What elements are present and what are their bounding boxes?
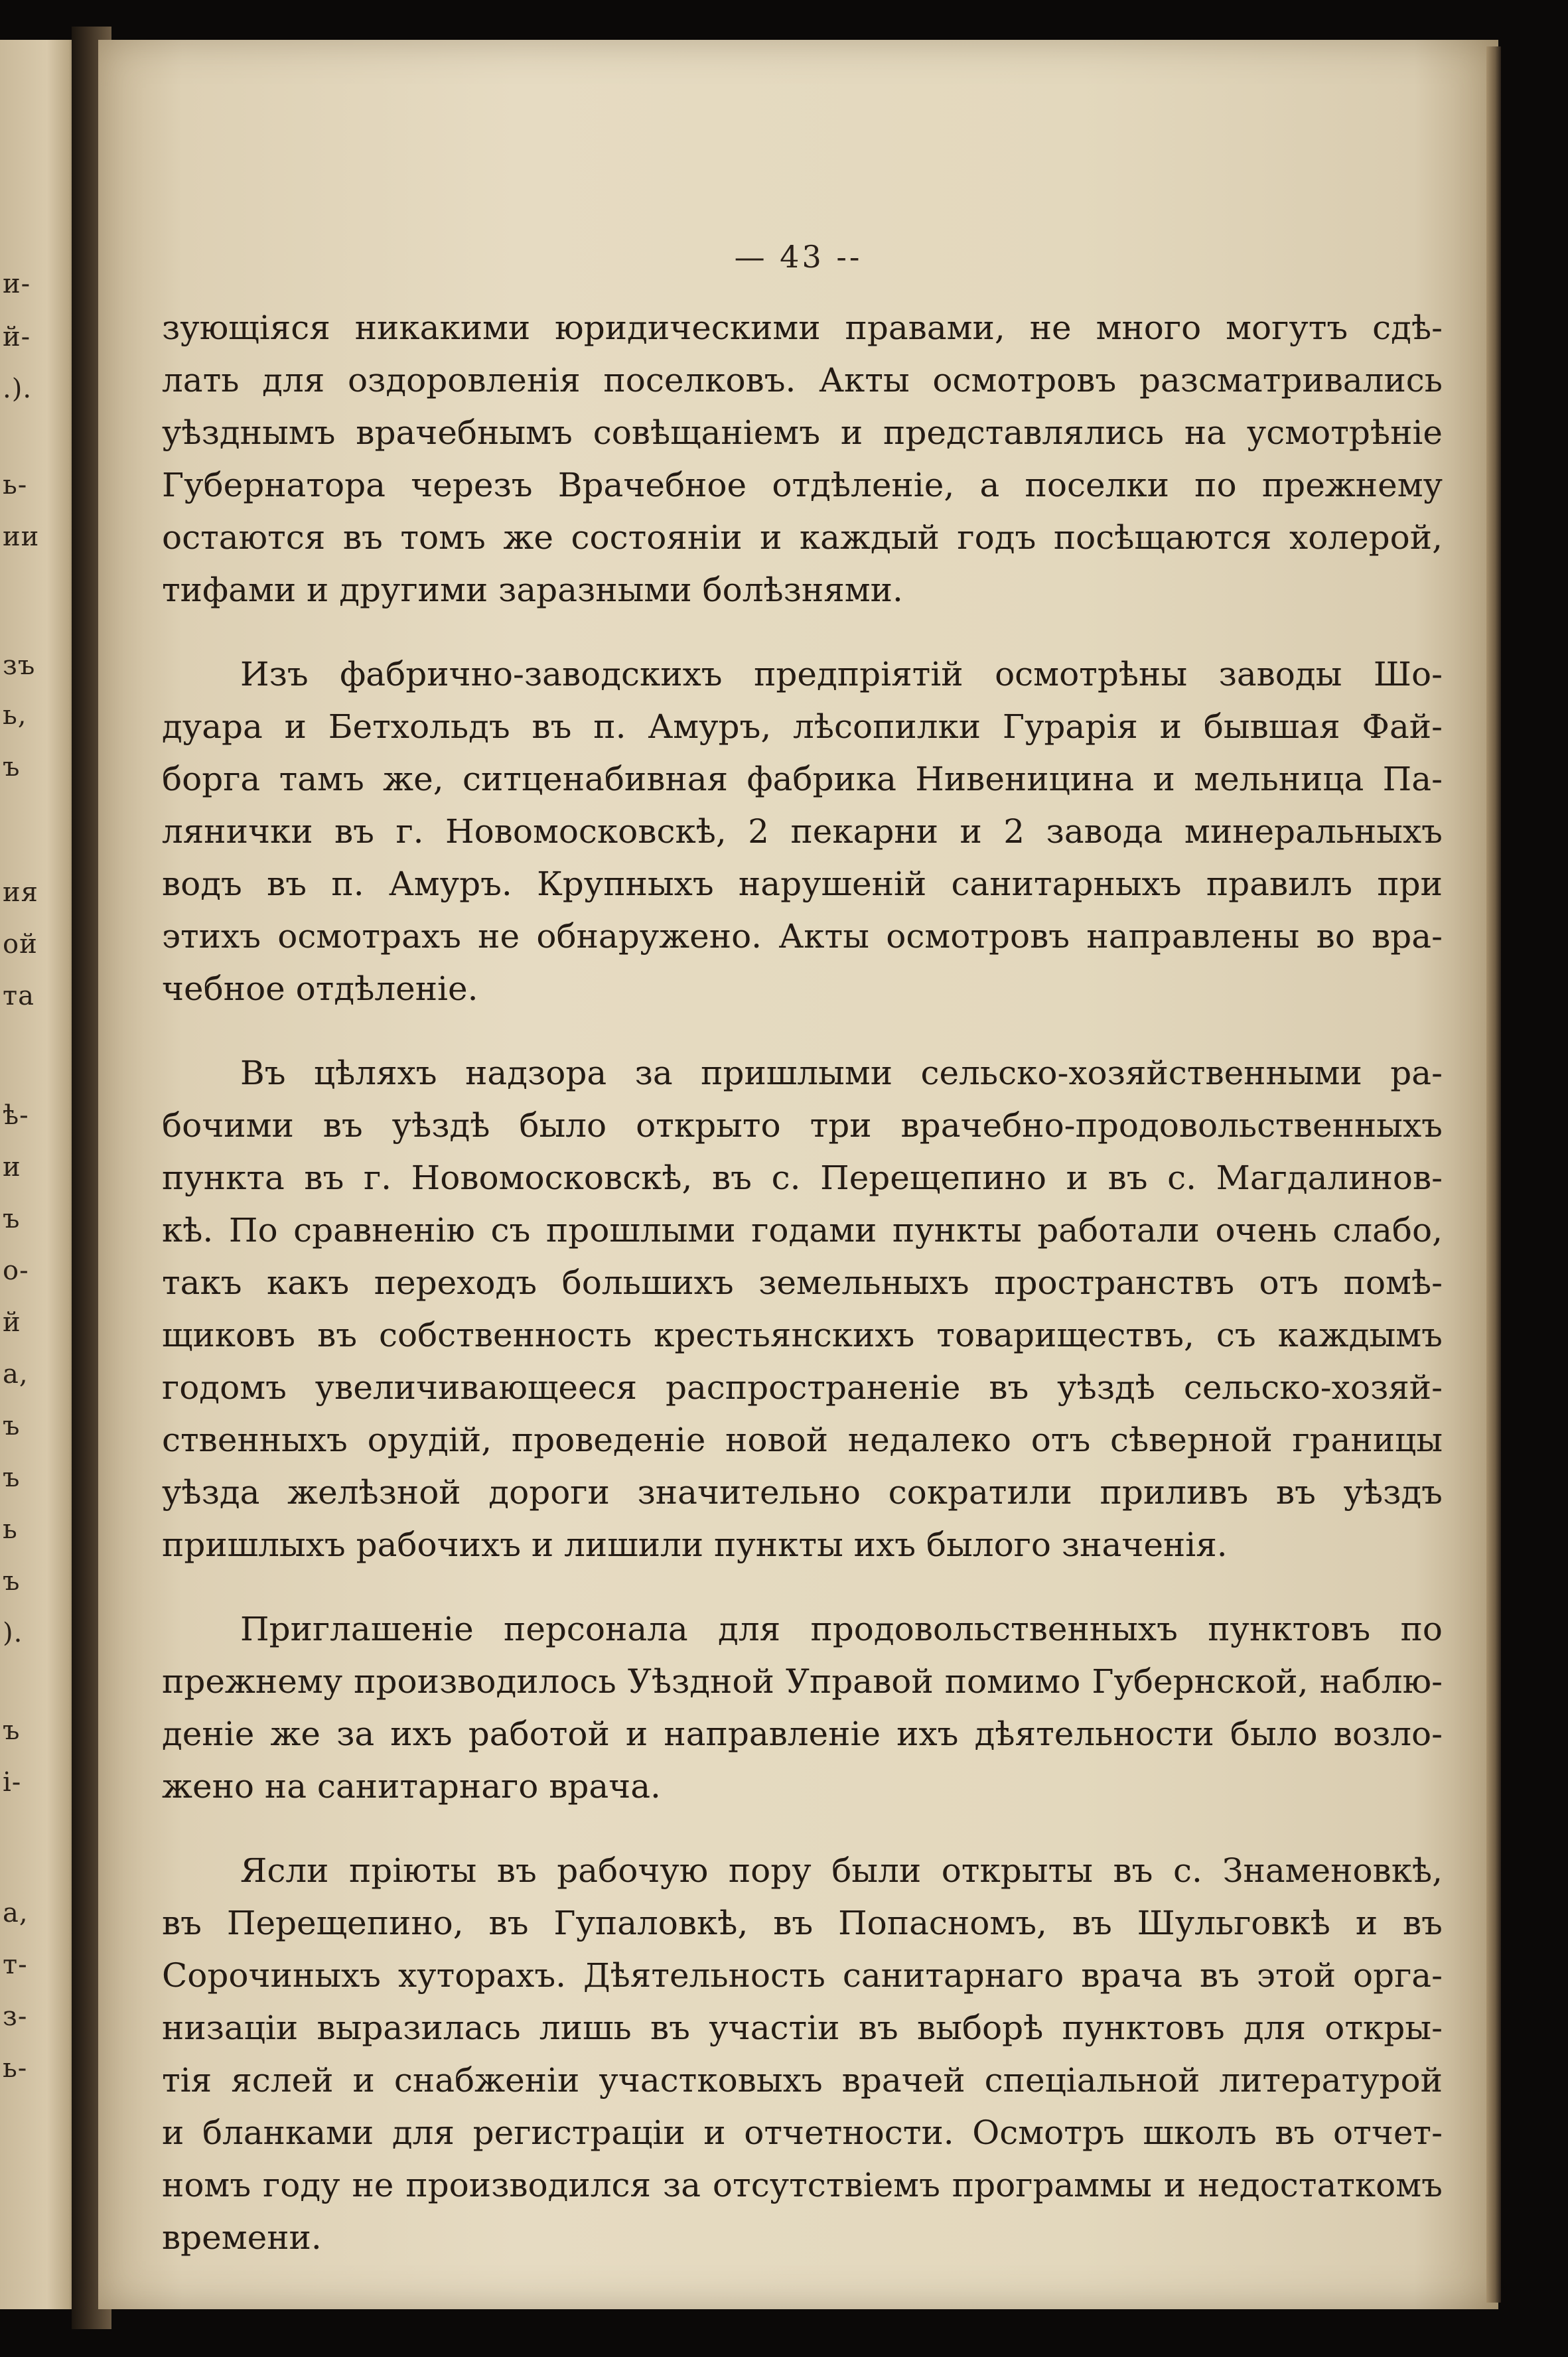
text-line: Изъ фабрично-заводскихъ предпріятій осмотрѣны заводы Шо- [240,655,1443,693]
left-page-fragment: ). [3,1618,23,1648]
left-page-fragment: ъ [3,1204,21,1234]
left-page-fragment: т- [3,1950,28,1980]
left-page-fragment: ъ [3,1566,21,1597]
left-page-fragment: и [3,1152,21,1182]
left-page-fragment: о- [3,1255,29,1286]
text-line: этихъ осмотрахъ не обнаружено. Акты осмотровъ направлены во вра- [162,917,1443,956]
text-line: такъ какъ переходъ большихъ земельныхъ пространствъ отъ помѣ- [162,1263,1443,1302]
text-line: борга тамъ же, ситценабивная фабрика Нивеницина и мельница Па- [162,760,1443,798]
text-line: лянички въ г. Новомосковскѣ, 2 пекарни и 2 завода минеральныхъ [162,812,1443,851]
left-page-fragment: ия [3,877,38,908]
left-page-fragment: і- [3,1767,22,1798]
text-line: пришлыхъ рабочихъ и лишили пункты ихъ былого значенія. [162,1526,1228,1564]
text-line: ственныхъ орудій, проведеніе новой недалеко отъ сѣверной границы [162,1421,1443,1459]
text-line: щиковъ въ собственность крестьянскихъ товариществъ, съ каждымъ [162,1316,1443,1354]
text-line: кѣ. По сравненію съ прошлыми годами пункты работали очень слабо, [162,1211,1443,1250]
text-line: деніе же за ихъ работой и направленіе ихъ дѣятельности было возло- [162,1715,1443,1753]
left-page-fragment: ь [3,1514,18,1545]
text-line: и бланками для регистраціи и отчетности. Осмотръ школъ въ отчет- [162,2113,1443,2152]
left-page-fragment: й- [3,322,31,352]
left-page-fragment: а, [3,1898,29,1928]
text-line: дуара и Бетхольдъ въ п. Амуръ, лѣсопилки Гурарія и бывшая Фай- [162,707,1443,746]
left-page-fragment: зъ [3,650,36,681]
text-line: въ Перещепино, въ Гупаловкѣ, въ Попасномъ, въ Шульговкѣ и въ [162,1904,1443,1942]
left-page-fragment: ъ [3,1411,21,1441]
paragraph [162,648,1443,1015]
left-page-fragment: ь, [3,700,27,731]
text-line: уѣзднымъ врачебнымъ совѣщаніемъ и представлялись на усмотрѣніе [162,413,1443,452]
left-page-fragment: а, [3,1359,29,1390]
text-line: тія яслей и снабженіи участковыхъ врачей спеціальной литературой [162,2061,1443,2100]
left-page-fragment: й [3,1307,21,1338]
text-line: уѣзда желѣзной дороги значительно сократили приливъ въ уѣздъ [162,1473,1443,1512]
right-page [98,40,1498,2309]
text-line: Губернатора черезъ Врачебное отдѣленіе, а поселки по прежнему [162,466,1443,504]
left-page-fragment: ъ [3,752,21,782]
left-page-fragment: ь- [3,470,28,500]
text-line: пункта въ г. Новомосковскѣ, въ с. Перещепино и въ с. Магдалинов- [162,1159,1443,1197]
text-line: годомъ увеличивающееся распространеніе въ уѣздѣ сельско-хозяй- [162,1368,1443,1407]
left-page-fragment: та [3,981,35,1011]
text-line: чебное отдѣленіе. [162,969,478,1008]
text-line: бочими въ уѣздѣ было открыто три врачебно-продовольственныхъ [162,1106,1443,1145]
text-line: остаются въ томъ же состояніи и каждый годъ посѣщаются холерой, [162,518,1443,557]
text-line: прежнему производилось Уѣздной Управой помимо Губернской, наблю- [162,1662,1443,1701]
page-number: — 43 -- [734,239,863,275]
left-page-fragment: ѣ- [3,1100,29,1131]
left-page-fragment: ии [3,522,40,552]
text-line: Въ цѣляхъ надзора за пришлыми сельско-хозяйственными ра- [240,1054,1443,1092]
left-page-fragment: з- [3,2001,28,2032]
left-page-fragment: .). [3,374,33,404]
text-line: жено на санитарнаго врача. [162,1767,661,1806]
text-line: Приглашеніе персонала для продовольственныхъ пунктовъ по [240,1610,1443,1648]
text-line: низаціи выразилась лишь въ участіи въ выборѣ пунктовъ для откры- [162,2009,1443,2047]
left-page-fragment: ъ [3,1463,21,1493]
paragraph [162,1845,1443,2264]
text-line: номъ году не производился за отсутствіемъ программы и недостаткомъ [162,2166,1443,2204]
page-body [162,302,1443,2296]
left-page-fragment: ь- [3,2053,28,2084]
left-page-edge [0,40,78,2309]
paragraph [162,1603,1443,1813]
left-page-fragment: и- [3,269,31,299]
text-line: зующіяся никакими юридическими правами, не много могутъ сдѣ- [162,309,1443,347]
text-line: Ясли пріюты въ рабочую пору были открыты въ с. Знаменовкѣ, [240,1851,1443,1890]
paragraph [162,302,1443,616]
text-line: Сорочиныхъ хуторахъ. Дѣятельность санитарнаго врача въ этой орга- [162,1956,1443,1995]
left-page-fragment: ой [3,929,38,960]
text-line: времени. [162,2218,322,2257]
text-line: водъ въ п. Амуръ. Крупныхъ нарушеній санитарныхъ правилъ при [162,865,1443,903]
left-page-fragment: ъ [3,1715,21,1746]
paragraph [162,1047,1443,1571]
text-line: лать для оздоровленія поселковъ. Акты осмотровъ разсматривались [162,361,1443,399]
page-stack-edge [1486,46,1501,2303]
text-line: тифами и другими заразными болѣзнями. [162,571,903,609]
